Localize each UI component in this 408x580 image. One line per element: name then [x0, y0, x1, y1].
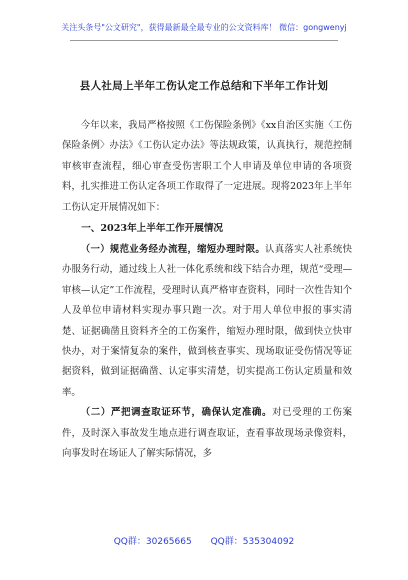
footer-qq-group-1: QQ群：30265665 [113, 537, 192, 547]
header-notice: 关注头条号"公文研究"，获得最新最全最专业的公文资料库！ 微信：gongwenyj [61, 23, 347, 32]
item-1-paragraph [62, 240, 352, 403]
item-1-heading: （一）规范业务经办流程，缩短办理时限。 [80, 244, 266, 256]
section-heading-1: 一、2023年上半年工作开展情况 [81, 223, 224, 235]
item-2-paragraph [62, 403, 352, 464]
item-2-heading: （二）严把调查取证环节，确保认定准确。 [80, 407, 273, 419]
document-body [62, 116, 352, 465]
document-title: 县人社局上半年工伤认定工作总结和下半年工作计划 [79, 80, 329, 92]
footer-contacts [0, 534, 408, 547]
item-2-text: 对已受理的工伤案件，及时深入事故发生地点进行调查取证，查看事故现场录像资料，向事发时在场证人了解实际情况，多 [62, 407, 352, 460]
item-1-text: 认真落实人社系统快办服务行动，通过线上人社一体化系统和线下结合办理，规范“受理—审核—认定”工作流程，受理时认真严格审查资料，同时一次性告知个人及单位申请材料实现办事只跑一次。对于用人单位申报的事实清楚、证据确凿且资料齐全的工伤案件，缩短办理时限，做到快立快审快办，对于案情复杂的案件，做到核查事实、现场取证受伤情况等证据资料，做到证据确凿、认定事实清楚，切实提高工伤认定质量和效率。 [62, 244, 352, 398]
intro-paragraph: 今年以来，我局严格按照《工伤保险条例》《xx自治区实施〈工伤保险条例〉办法》《工伤认定办法》等法规政策，认真执行，规范控制审核审查流程，细心审查受伤害职工个人申请及单位申请的各项资料，扎实推进工伤认定各项工作取得了一定进展。现将2023年上半年工伤认定开展情况如下： [62, 120, 352, 213]
footer-qq-group-2: QQ群：535304092 [210, 537, 295, 547]
header-divider [70, 40, 338, 41]
